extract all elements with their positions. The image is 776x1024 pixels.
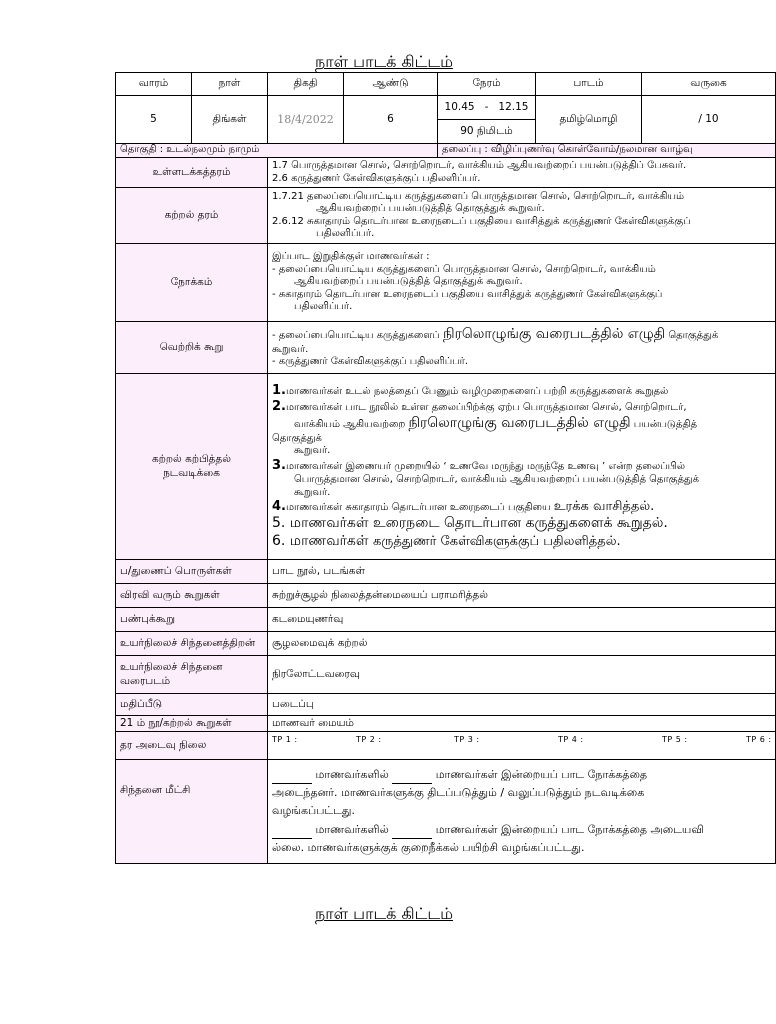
cross-curricular-value: சுற்றுச்சூழல் நிலைத்தன்மையைப் பராமரித்தல் — [268, 584, 776, 608]
reflection-value — [268, 760, 776, 864]
success-criteria-label: வெற்றிக் கூறு — [116, 322, 268, 374]
learning-standard-value — [268, 188, 776, 244]
duration-value: 90 நிமிடம் — [438, 120, 536, 144]
content-standard-value — [268, 158, 776, 188]
content-standard-line: 2.6 கருத்துணர் கேள்விகளுக்குப் பதிலளிப்பர். — [272, 172, 481, 184]
learning-standard-line: 1.7.21 தலைப்பையொட்டிய கருத்துகளைப் பொருத்தமான சொல், சொற்றொடர், வாக்கியம் — [272, 190, 685, 202]
assessment-label: மதிப்பீடு — [116, 694, 268, 716]
activity-number: 3. — [272, 457, 286, 473]
success-criteria-line: - கருத்துணர் கேள்விகளுக்குப் பதிலளிப்பர். — [272, 356, 469, 368]
activity-text: வாக்கியம் ஆகியவற்றை — [294, 419, 409, 431]
activity-line: தொகுத்துக் — [272, 432, 322, 444]
tp-level-item: TP 2 : — [356, 735, 382, 744]
objective-value — [268, 244, 776, 322]
hots-value: சூழலமைவுக் கற்றல் — [268, 632, 776, 656]
cross-curricular-label: விரவி வரும் கூறுகள் — [116, 584, 268, 608]
reflection-line: அடைந்தனர். மாணவர்களுக்கு திடப்படுத்தும் / வலுப்படுத்தும் நடவடிக்கை — [272, 786, 645, 800]
reflection-line: வழங்கப்பட்டது. — [272, 804, 355, 818]
reflection-line: ல்லை. மாணவர்களுக்குக் குறைநீக்கல் பயிற்சி வழங்கப்பட்டது. — [272, 840, 585, 854]
tp-level-item: TP 3 : — [454, 735, 480, 744]
lesson-plan-table — [115, 72, 776, 864]
header-year-label: ஆண்டு — [344, 73, 438, 96]
objective-line: - தலைப்பையொட்டிய கருத்துகளைப் பொருத்தமான சொல், சொற்றொடர், வாக்கியம் — [272, 263, 656, 275]
reflection-text: மாணவர்கள் இன்றையப் பாட நோக்கத்தை — [435, 768, 648, 782]
activity-text: மாணவர்கள் உடல் நலத்தைப் பேணும் வழிமுறைகளைப் பற்றி கருத்துகளைக் கூறுதல் — [285, 385, 669, 397]
assessment-value: படைப்பு — [268, 694, 776, 716]
year-value: 6 — [344, 96, 438, 144]
century-skills-label: 21 ம் நூ/கற்றல் கூறுகள் — [116, 716, 268, 732]
learning-standard-line: ஆகியவற்றைப் பயன்படுத்தித் தொகுத்துக் கூறுவர். — [316, 203, 545, 214]
lesson-title-cell: தலைப்பு : விழிப்புணர்வு கொள்வோம்/நலமான வாழ்வு — [438, 144, 776, 158]
success-criteria-text: - தலைப்பையொட்டிய கருத்துகளைப் — [272, 330, 444, 342]
tp-level-label: தர அடைவு நிலை — [116, 732, 268, 760]
activity-text: பயன்படுத்தித் — [630, 419, 698, 431]
reflection-label: சிந்தனை மீட்சி — [116, 760, 268, 864]
objective-line: இப்பாட இறுதிக்குள் மாணவர்கள் : — [272, 251, 430, 263]
activity-line: கூறுவர். — [294, 486, 331, 498]
activity-number: 2. — [272, 399, 286, 414]
materials-label: ப/துணைப் பொருள்கள் — [116, 560, 268, 584]
thinking-map-label-line: உயர்நிலைச் சிந்தனை — [120, 661, 223, 674]
activity-line: கூறுவர். — [294, 445, 331, 457]
reflection-text: மாணவர்கள் இன்றையப் பாட நோக்கத்தை அடையவி — [435, 822, 704, 836]
theme-cell: தொகுதி : உடல்நலமும் நாமும் — [116, 144, 438, 158]
tp-level-item: TP 4 : — [558, 735, 584, 744]
time-range-value: 10.45 - 12.15 — [438, 96, 536, 120]
page-title: நாள் பாடக் கிட்டம் — [315, 52, 453, 71]
thinking-map-label — [116, 656, 268, 694]
activities-label-line: கற்றல் கற்பித்தல் — [152, 453, 231, 466]
objective-line: - சுகாதாரம் தொடர்பான உரைநடைப் பகுதியை வாசித்துக் கருத்துணர் கேள்விகளுக்குப் — [272, 288, 663, 300]
activity-text: மாணவர்கள் பாட நூலில் உள்ள தலைப்பிற்க்கு ஏற்ப பொருத்தமான சொல், சொற்றொடர், — [285, 402, 687, 413]
materials-value: பாட நூல், படங்கள் — [268, 560, 776, 584]
moral-value-label: பண்புக்கூறு — [116, 608, 268, 632]
next-page-title: நாள் பாடக் கிட்டம் — [315, 904, 453, 923]
activity-line: பொருத்தமான சொல், சொற்றொடர், வாக்கியம் ஆகியவற்றைப் பயன்படுத்தித் தொகுத்துக் — [294, 474, 700, 485]
subject-value: தமிழ்மொழி — [536, 96, 642, 144]
header-date-label: திகதி — [268, 73, 344, 96]
activity-number: 4. — [272, 499, 286, 514]
date-value: 18/4/2022 — [268, 96, 344, 144]
learning-standard-label: கற்றல் தரம் — [116, 188, 268, 244]
day-value: திங்கள் — [192, 96, 268, 144]
reflection-text: மாணவர்களில் — [315, 822, 389, 836]
activities-value — [268, 374, 776, 560]
header-week-label: வாரம் — [116, 73, 192, 96]
activity-emphasis: நிரலொழுங்கு வரைபடத்தில் எழுதி — [408, 415, 631, 432]
week-value: 5 — [116, 96, 192, 144]
learning-standard-line: 2.6.12 சுகாதாரம் தொடர்பான உரைநடைப் பகுதியை வாசித்துக் கருத்துணர் கேள்விகளுக்குப் — [272, 215, 691, 227]
activity-text: கருத்துணர் கேள்விகளுக்குப் பதிலளித்தல். — [372, 533, 621, 549]
activities-label — [116, 374, 268, 560]
activities-label-line: நடவடிக்கை — [163, 466, 220, 479]
content-standard-label: உள்ளடக்கத்தரம் — [116, 158, 268, 188]
attendance-value: / 10 — [642, 96, 776, 144]
objective-line: ஆகியவற்றைப் பயன்படுத்தித் தொகுத்துக் கூறுவர். — [294, 276, 523, 288]
success-criteria-value — [268, 322, 776, 374]
century-skills-value: மாணவர் மையம் — [268, 716, 776, 732]
tp-level-item: TP 6 : — [746, 735, 772, 744]
hots-label: உயர்நிலைச் சிந்தனைத்திறன் — [116, 632, 268, 656]
header-time-label: நேரம் — [438, 73, 536, 96]
thinking-map-label-line: வரைபடம் — [120, 674, 171, 687]
tp-level-item: TP 5 : — [662, 735, 688, 744]
activity-text: 6. மாணவர்கள் — [272, 532, 373, 549]
reflection-text: மாணவர்களில் — [315, 768, 389, 782]
objective-line: பதிலளிப்பர். — [294, 301, 353, 313]
success-criteria-text: தொகுத்துக் — [665, 330, 719, 342]
content-standard-line: 1.7 பொருத்தமான சொல், சொற்றொடர், வாக்கியம் ஆகியவற்றைப் பயன்படுத்திப் பேசுவர். — [272, 160, 687, 171]
learning-standard-line: பதிலளிப்பர். — [316, 228, 375, 239]
activity-text: மாணவர்கள் இணையர் முறையில் ‘ உணவே மருந்து மருந்தே உணவு ’ என்ற தலைப்பில் — [285, 460, 686, 472]
success-criteria-line: கூறுவர். — [272, 343, 309, 355]
header-subject-label: பாடம் — [536, 73, 642, 96]
moral-value-value: கடமையுணர்வு — [268, 608, 776, 632]
activity-text: மாணவர்கள் சுகாதாரம் தொடர்பான உரைநடைப் பகுதியை — [285, 502, 554, 513]
activity-number: 1. — [272, 382, 286, 398]
success-criteria-emphasis: நிரலொழுங்கு வரைபடத்தில் எழுதி — [443, 326, 666, 343]
tp-level-item: TP 1 : — [272, 735, 298, 744]
objective-label: நோக்கம் — [116, 244, 268, 322]
activity-emphasis: உரக்க வாசித்தல். — [553, 499, 655, 514]
tp-level-value — [268, 732, 776, 760]
activity-line: 5. மாணவர்கள் உரைநடை தொடர்பான கருத்துகளைக் கூறுதல். — [272, 515, 668, 532]
header-attendance-label: வருகை — [642, 73, 776, 96]
thinking-map-value: நிரலோட்டவரைவு — [268, 656, 776, 694]
header-day-label: நாள் — [192, 73, 268, 96]
